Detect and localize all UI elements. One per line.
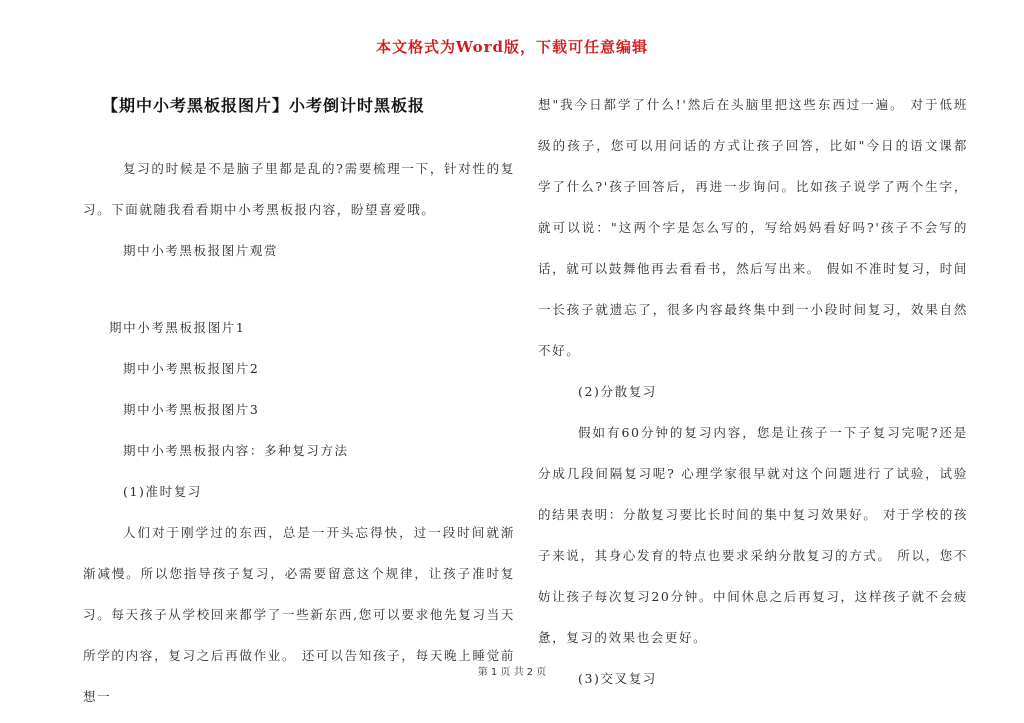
section-body-2: 假如有60分钟的复习内容，您是让孩子一下子复习完呢?还是分成几段间隔复习呢? 心理学家很早就对这个问题进行了试验，试验的结果表明：分散复习要比长时间的集中复习效果好。 对于学校的孩子来说，其身心发育的特点也要求采纳分散复习的方式。 所以，您不妨让孩子每次复习20分钟。中间休息之后再复习，这样孩子就不会疲惫，复习的效果也会更好。 bbox=[538, 425, 968, 645]
image-placeholder-gap bbox=[83, 271, 515, 307]
gallery-heading: 期中小考黑板报图片观赏 bbox=[123, 243, 279, 258]
document-banner: 本文格式为Word版，下载可任意编辑 bbox=[375, 38, 649, 56]
image-caption-3: 期中小考黑板报图片3 bbox=[123, 402, 260, 417]
page-footer: 第 1 页 共 2 页 bbox=[477, 667, 547, 678]
content-heading: 期中小考黑板报内容：多种复习方法 bbox=[123, 443, 349, 458]
section-body-1-continued: 想"我今日都学了什么!'然后在头脑里把这些东西过一遍。 对于低班级的孩子，您可以用问话的方式让孩子回答，比如"今日的语文课都学了什么?'孩子回答后，再进一步询问。比如孩子说学了两个生字，就可以说："这两个字是怎么写的，写给妈妈看好吗?'孩子不会写的话，就可以鼓舞他再去看看书，然后写出来。 假如不准时复习，时间一长孩子就遗忘了，很多内容最终集中到一小段时间复习，效果自然不好。 bbox=[538, 97, 968, 358]
section-heading-2: (2)分散复习 bbox=[578, 384, 657, 399]
image-caption-1: 期中小考黑板报图片1 bbox=[109, 320, 246, 335]
section-heading-3: (3)交叉复习 bbox=[578, 671, 657, 686]
section-heading-1: (1)准时复习 bbox=[123, 484, 202, 499]
image-caption-2: 期中小考黑板报图片2 bbox=[123, 361, 260, 376]
document-title: 【期中小考黑板报图片】小考倒计时黑板报 bbox=[102, 96, 426, 115]
left-column bbox=[83, 148, 515, 717]
section-body-1: 人们对于刚学过的东西，总是一开头忘得快，过一段时间就渐渐减慢。所以您指导孩子复习，必需要留意这个规律，让孩子准时复习。每天孩子从学校回来都学了一些新东西,您可以要求他先复习当天所学的内容，复习之后再做作业。 还可以告知孩子，每天晚上睡觉前想一 bbox=[83, 525, 515, 704]
right-column bbox=[538, 84, 968, 699]
intro-paragraph: 复习的时候是不是脑子里都是乱的?需要梳理一下，针对性的复习。下面就随我看看期中小考黑板报内容，盼望喜爱哦。 bbox=[83, 161, 515, 217]
